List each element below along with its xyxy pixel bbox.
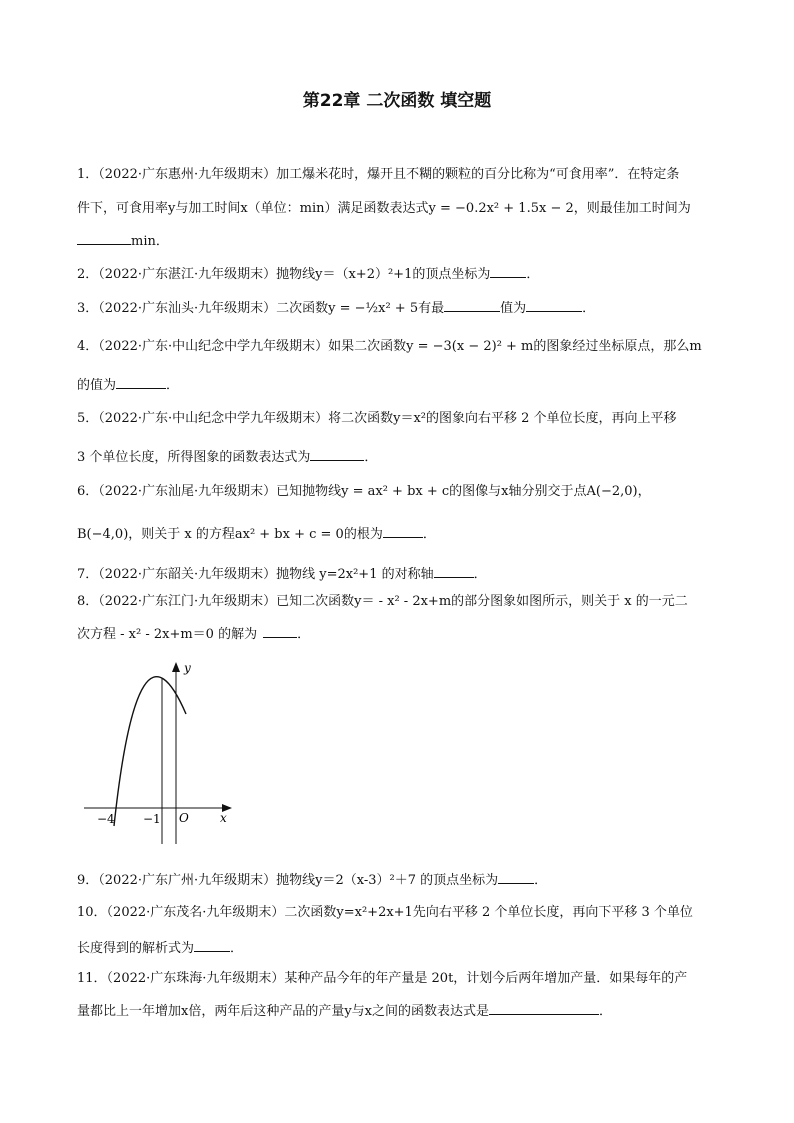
answer-blank[interactable] [444,297,500,312]
x-axis-label: x [220,811,227,825]
answer-blank[interactable] [434,563,474,578]
q10-line1: 10．（2022·广东茂名·九年级期末）二次函数y=x²+2x+1先向右平移 2 个单位长度，再向下平移 3 个单位 [77,905,693,920]
q5-line1: 5．（2022·广东·中山纪念中学九年级期末）将二次函数y＝x²的图象向右平移 2 个单位长度，再向上平移 [77,411,677,426]
answer-blank[interactable] [77,230,131,245]
q1-line2: 件下，可食用率y与加工时间x（单位：min）满足函数表达式y = −0.2x² + 1.5x − 2，则最佳加工时间为 [77,201,691,216]
answer-blank[interactable] [310,446,364,461]
q6-line2: B(−4,0)，则关于 x 的方程ax² + bx + c = 0的根为 ． [77,523,436,544]
q3-line: 3．（2022·广东汕头·九年级期末）二次函数y = −½x² + 5有最 值为 ． [77,297,595,318]
answer-blank[interactable] [526,297,582,312]
tick-label-neg4: −4 [97,812,115,826]
q11-line2: 量都比上一年增加x倍，两年后这种产品的产量y与x之间的函数表达式是 ． [77,1000,612,1021]
origin-label: O [179,811,189,825]
q4-line2: 的值为 ． [77,374,179,395]
answer-blank[interactable] [498,869,534,884]
answer-blank[interactable] [490,263,526,278]
q2-line: 2．（2022·广东湛江·九年级期末）抛物线y＝（x+2）²+1的顶点坐标为 ． [77,263,539,284]
q10-line2: 长度得到的解析式为 ． [77,937,243,958]
q5-line2: 3 个单位长度，所得图象的函数表达式为 ． [77,446,377,467]
q9-line: 9．（2022·广东广州·九年级期末）抛物线y＝2（x-3）²＋7 的顶点坐标为 ． [77,869,547,890]
y-axis-label: y [184,661,191,675]
q8-line2: 次方程 - x² - 2x+m＝0 的解为 ． [77,623,310,644]
page-title: 第22章 二次函数 填空题 [302,91,492,111]
answer-blank[interactable] [263,623,297,638]
y-axis-arrow-icon [172,662,180,672]
q6-line1: 6．（2022·广东汕尾·九年级期末）已知抛物线y = ax² + bx + c的图像与x轴分别交于点A(−2,0)， [77,484,651,499]
q1-line3: min． [77,230,169,251]
answer-blank[interactable] [194,937,230,952]
answer-blank[interactable] [489,1000,599,1015]
q11-line1: 11．（2022·广东珠海·九年级期末）某种产品今年的年产量是 20t，计划今后两年增加产量．如果每年的产 [77,971,688,986]
q1-line1: 1．（2022·广东惠州·九年级期末）加工爆米花时，爆开且不糊的颗粒的百分比称为“可食用率”．在特定条 [77,167,680,182]
parabola-curve [114,677,186,826]
parabola-graph [82,658,242,848]
answer-blank[interactable] [116,374,166,389]
answer-blank[interactable] [383,523,423,538]
q7-line: 7．（2022·广东韶关·九年级期末）抛物线 y=2x²+1 的对称轴 ． [77,563,487,584]
tick-label-neg1: −1 [143,812,161,826]
q4-line1: 4．（2022·广东·中山纪念中学九年级期末）如果二次函数y = −3(x − 2)² + m的图象经过坐标原点，那么m [77,339,702,354]
q8-line1: 8．（2022·广东江门·九年级期末）已知二次函数y＝ - x² - 2x+m的部分图象如图所示，则关于 x 的一元二 [77,594,688,609]
